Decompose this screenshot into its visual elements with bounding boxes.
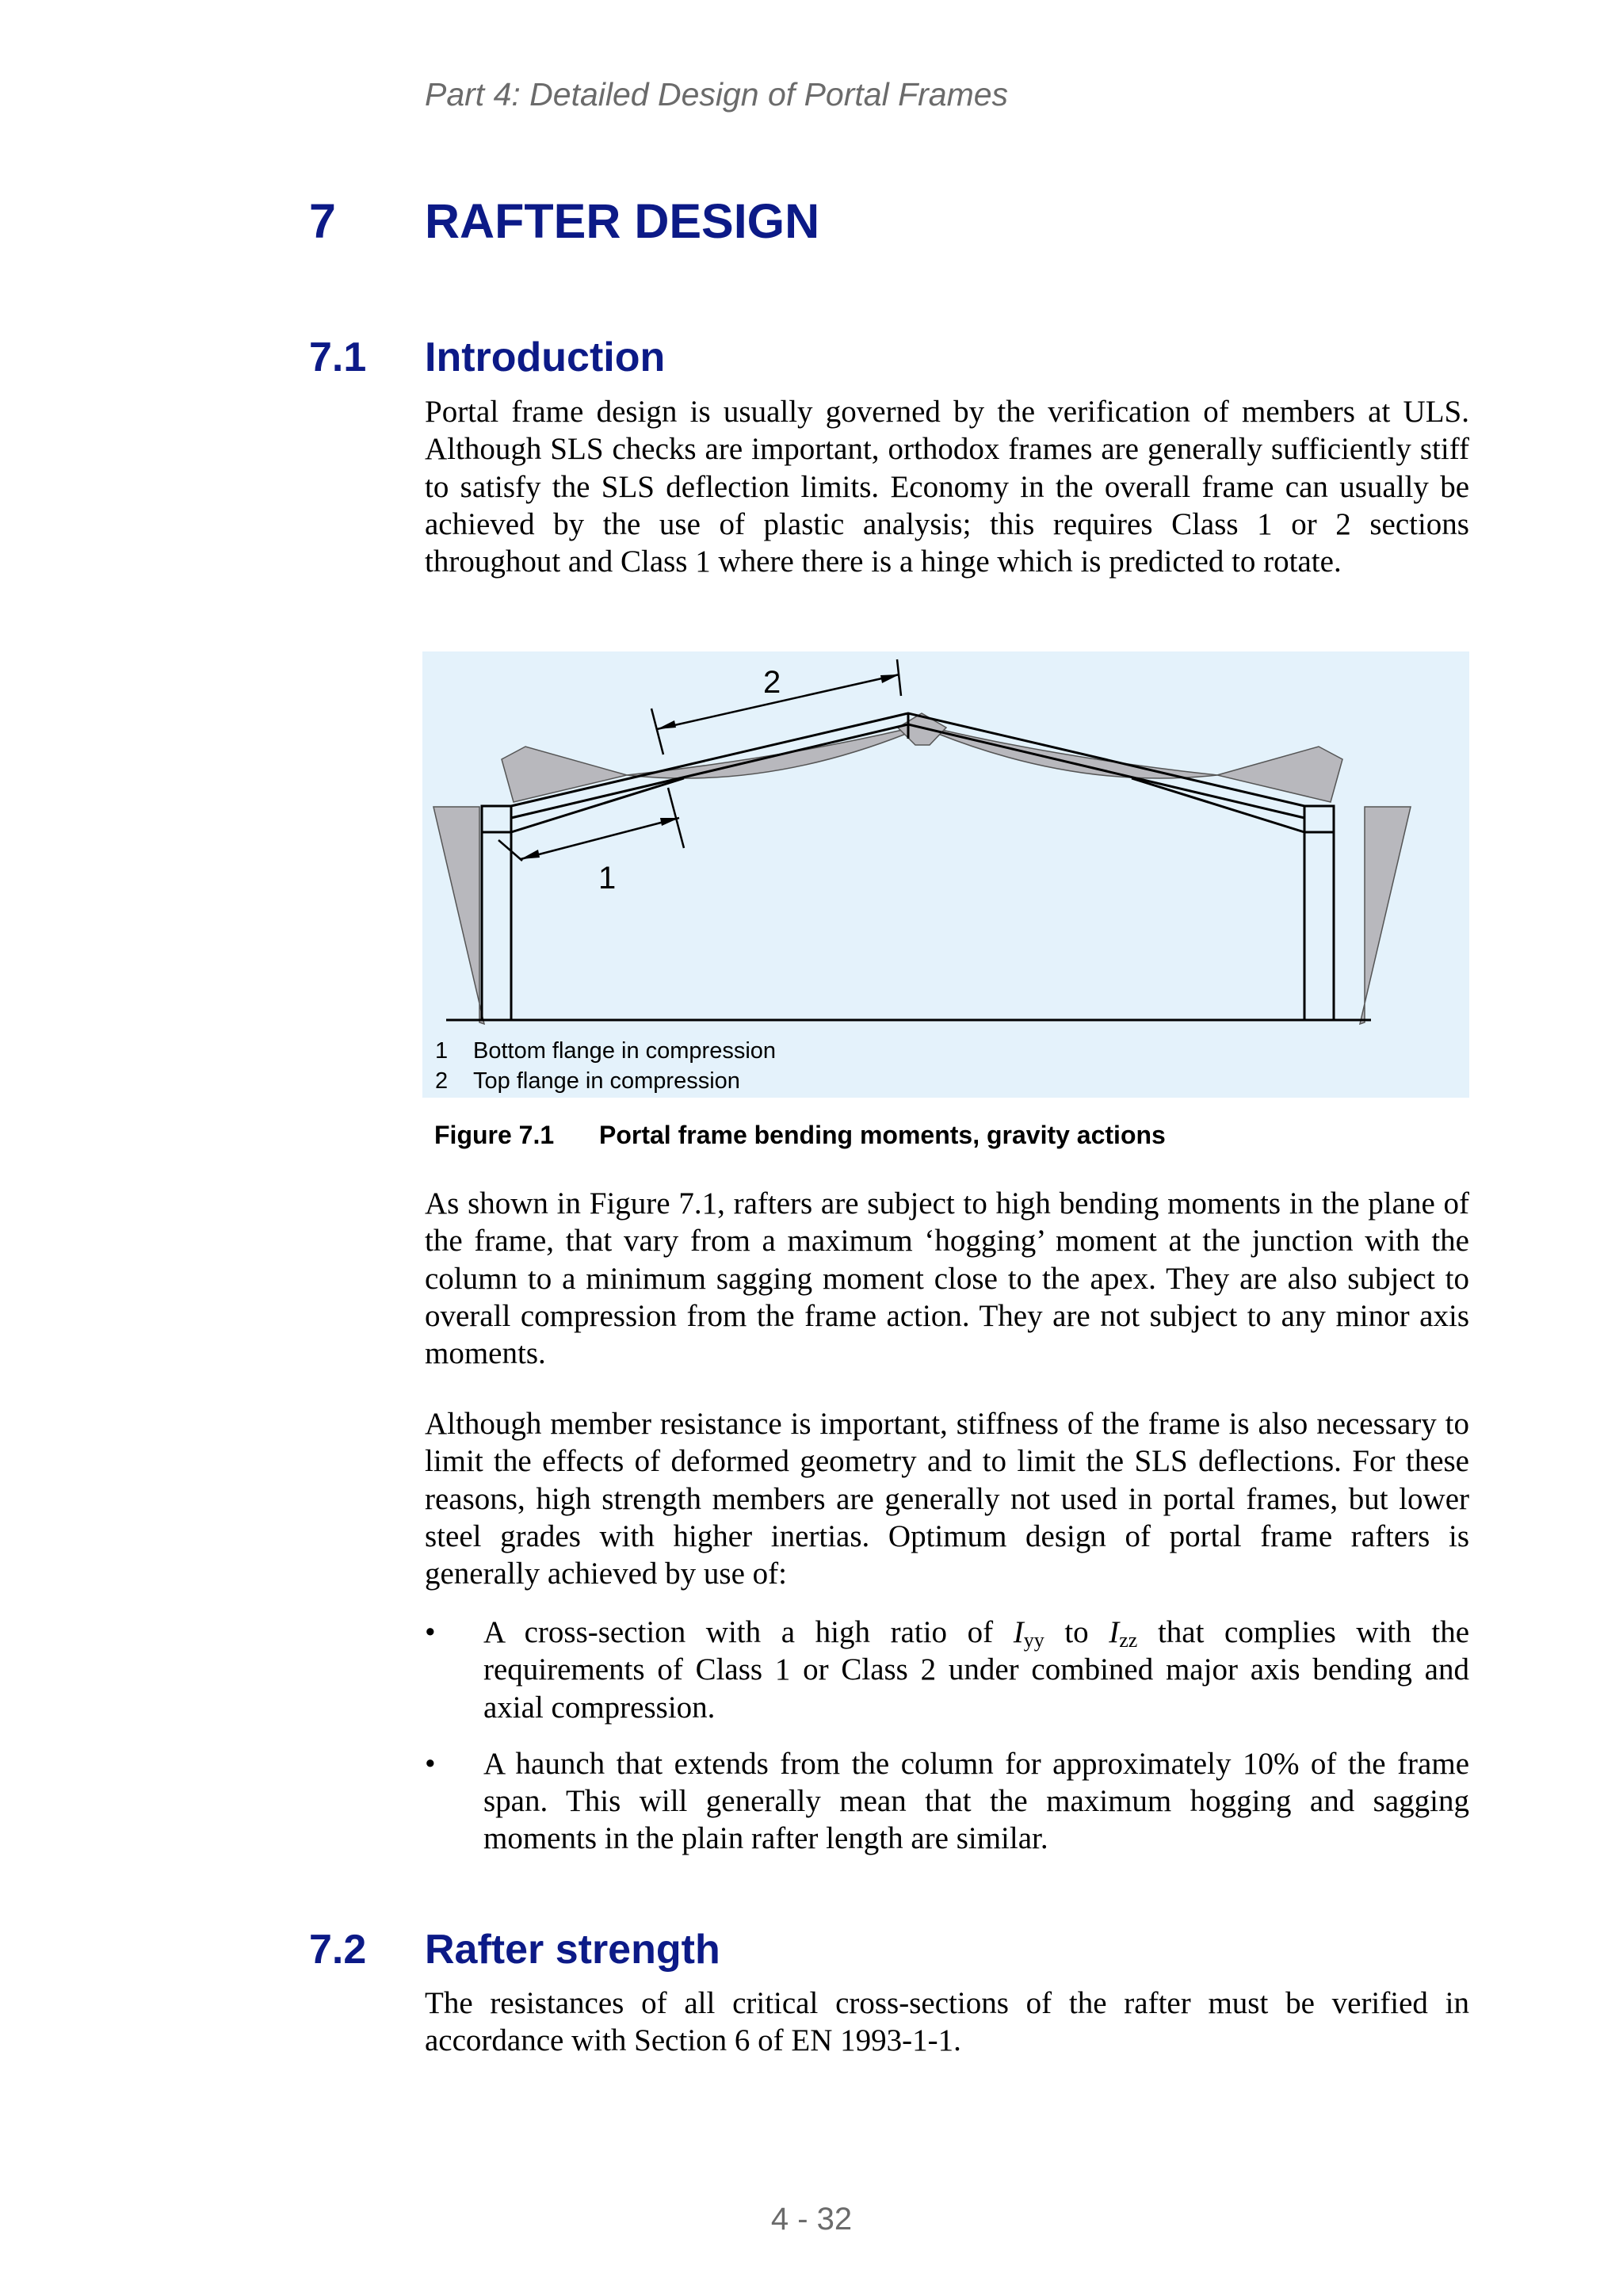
figure-discussion-paragraph: As shown in Figure 7.1, rafters are subject to high bending moments in the plane of the frame, that vary from a maximum ‘hogging’ moment at the junction with the column to a minimum sagging moment close to the apex. They are also subject to overall compression from the frame action. They are not subject to any minor axis moments. <box>425 1186 1469 1371</box>
portal-frame-diagram <box>422 651 1469 1098</box>
bullet-icon: • <box>425 1615 436 1649</box>
legend-text: Bottom flange in compression <box>473 1038 777 1064</box>
dim-2-tick-right <box>897 659 901 696</box>
figure-title: Portal frame bending moments, gravity actions <box>599 1121 1166 1149</box>
moment-left-column <box>433 807 484 1024</box>
bullet-icon: • <box>425 1746 436 1781</box>
stiffness-paragraph: Although member resistance is important, stiffness of the frame is also necessary to limit the effects of deformed geometry and to limit the SLS deflections. For these reasons, high strength members are generally not used in portal frames, but lower steel grades with higher inertias. Optimum design of portal frame rafters is generally achieved by use of: <box>425 1407 1469 1591</box>
left-column <box>482 806 511 1020</box>
moment-right-haunch <box>1217 747 1342 802</box>
strength-paragraph: The resistances of all critical cross-sections of the rafter must be verified in accordance with Section 6 of EN 1993-1-1. <box>425 1986 1469 2058</box>
dimension-label-1: 1 <box>598 861 617 896</box>
right-column <box>1304 806 1334 1020</box>
design-requirements-list <box>425 1614 1469 1858</box>
section-number: 7.2 <box>309 1927 367 1973</box>
section-number: 7.1 <box>309 334 367 380</box>
legend-key: 2 <box>435 1068 449 1094</box>
running-header: Part 4: Detailed Design of Portal Frames <box>425 76 1009 113</box>
moment-apex <box>898 713 946 745</box>
dim-2-arrow-left <box>657 720 676 729</box>
legend-key: 1 <box>435 1038 449 1064</box>
section-title: Introduction <box>425 334 666 380</box>
figure-label: Figure 7.1 <box>434 1121 555 1149</box>
section-title: Rafter strength <box>425 1927 720 1973</box>
chapter-number: 7 <box>309 194 336 248</box>
list-item: • A cross-section with a high ratio of $I_{yy}$ to $I_{zz}$ that complies with the requirements of Class 1 or Class 2 under combined major axis bending and axial compression. <box>425 1615 1470 1725</box>
legend-text: Top flange in compression <box>473 1068 740 1094</box>
legend-item-2 <box>435 1067 740 1095</box>
intro-paragraph: Portal frame design is usually governed by the verification of members at ULS. Although SLS checks are important, orthodox frames are generally sufficiently stiff to satisfy the SLS deflection limits. Economy in the overall frame can usually be achieved by the use of plastic analysis; this requires Class 1 or 2 sections throughout and Class 1 where there is a hinge which is predicted to rotate. <box>425 395 1469 579</box>
dimension-label-2: 2 <box>763 665 781 700</box>
dim-1-arrow-left <box>521 850 540 859</box>
legend-item-1 <box>435 1037 776 1065</box>
figure-caption <box>434 1121 1166 1150</box>
page-number: 4 - 32 <box>770 2202 853 2237</box>
chapter-title: RAFTER DESIGN <box>425 194 820 248</box>
figure-7-1 <box>422 651 1469 1098</box>
dim-2-tick-left <box>651 709 663 755</box>
list-item: • A haunch that extends from the column for approximately 10% of the frame span. This will generally mean that the maximum hogging and sagging moments in the plain rafter length are similar. <box>425 1746 1469 1856</box>
dim-2-arrow-right <box>880 674 899 683</box>
moment-right-column <box>1360 807 1411 1024</box>
dim-1-line <box>521 818 679 859</box>
moment-left-sag <box>627 729 906 778</box>
